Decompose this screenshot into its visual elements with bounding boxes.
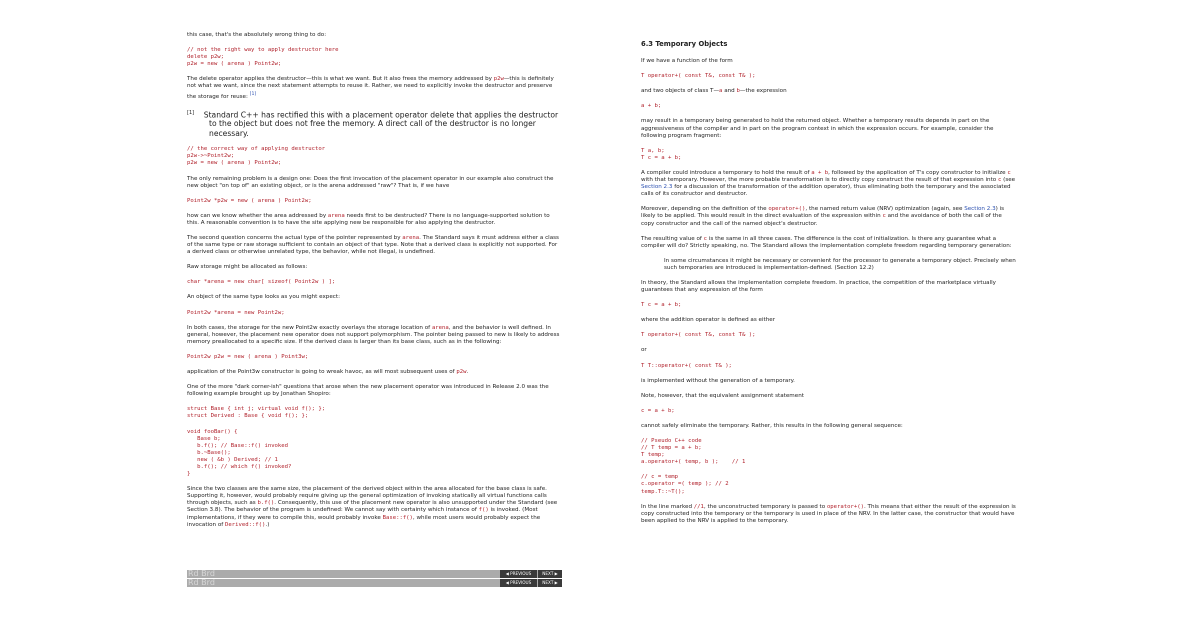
- paragraph: [187, 235, 562, 256]
- left-column: [187, 32, 562, 537]
- footnote-text: Standard C++ has rectified this with a placement operator delete that applies the destructor to the object but does not free the memory. A direct call of the destructor is no longer necessary.: [203, 110, 559, 138]
- nav-faint-text: Rd Brd: [188, 569, 215, 578]
- previous-button[interactable]: [500, 570, 537, 578]
- paragraph: [641, 236, 1016, 250]
- next-button[interactable]: [538, 570, 562, 578]
- text: and the avoidance of both the call of the copy constructor and the call of the named object's destructor.: [641, 213, 1002, 227]
- paragraph: [187, 325, 562, 346]
- paragraph: [187, 76, 562, 100]
- text: . This means that either the result of the expression is copy constructed into the temporary or the temporary is used in place of the NRV. In the latter case, the constructor that would have been applied to the NRV is applied to the temporary.: [641, 503, 1016, 524]
- paragraph: cannot safely eliminate the temporary. Rather, this results in the following general sequence:: [641, 422, 903, 429]
- previous-label: PREVIOUS: [510, 571, 532, 576]
- paragraph: [187, 213, 562, 227]
- paragraph: In theory, the Standard allows the implementation complete freedom. In practice, the competition of the marketplace virtually guarantees that any expression of the form: [641, 279, 996, 294]
- code-block: T c = a + b;: [641, 302, 682, 309]
- code-block: c = a + b;: [641, 407, 675, 414]
- paragraph: [641, 504, 1016, 525]
- next-label: NEXT: [542, 571, 554, 576]
- inline-code: arena: [431, 324, 449, 331]
- paragraph: The only remaining problem is a design one: Does the first invocation of the placement operator in our example also construct the new object "on top of" an existing object, or is the arena addressed "raw"? That is, if we have: [187, 175, 554, 189]
- code-block: T T::operator+( const T& );: [641, 362, 732, 369]
- code-block: void fooBar() { Base b; b.f(); // Base::f() invoked b.~Base(); new ( &b ) Derived; // 1 b.f(); // which f() invoked? }: [187, 428, 292, 478]
- paragraph: [641, 88, 1016, 95]
- nav-bar: [187, 570, 562, 578]
- next-button[interactable]: [538, 579, 562, 587]
- code-block: T operator+( const T&, const T& );: [641, 73, 756, 80]
- inline-code: //1: [693, 503, 704, 510]
- text: Moreover, depending on the definition of the: [641, 206, 769, 213]
- code-block: Point2w *p2w = new ( arena ) Point2w;: [187, 197, 312, 204]
- paragraph: One of the more "dark corner-ish" questions that arose when the new placement operator was introduced in Release 2.0 was the following example brought up by Jonathan Shopiro:: [187, 384, 549, 398]
- text: The delete operator applies the destructor—this is what we want. But it also frees the memory addressed by: [187, 76, 494, 83]
- paragraph: [187, 486, 562, 529]
- inline-code: a + b: [811, 169, 829, 176]
- text: , while most users would probably expect the invocation of: [187, 514, 541, 528]
- code-block: T a, b; T c = a + b;: [641, 147, 682, 161]
- text: In the line marked: [641, 503, 694, 510]
- inline-code: arena: [327, 212, 345, 219]
- previous-button[interactable]: [500, 579, 537, 587]
- right-triangle-icon: ▶: [553, 571, 558, 576]
- text: (see: [1001, 177, 1016, 184]
- paragraph: this case, that's the absolutely wrong thing to do:: [187, 32, 327, 38]
- inline-code: c: [997, 177, 1002, 184]
- inline-code: c: [703, 235, 708, 242]
- text: and: [722, 88, 737, 95]
- next-label: NEXT: [542, 580, 554, 585]
- footnote-link[interactable]: [1]: [249, 91, 257, 97]
- inline-code: p2w: [456, 369, 467, 376]
- inline-code: operator+(): [826, 503, 864, 510]
- code-block: struct Base { int j; virtual void f(); }; struct Derived : Base { void f(); };: [187, 406, 326, 420]
- left-triangle-icon: ◀: [505, 580, 511, 585]
- inline-code: c: [1007, 169, 1011, 176]
- inline-code: p2w: [493, 76, 504, 83]
- inline-code: operator+(): [768, 206, 806, 213]
- nav-faint-text: Rd Brd: [188, 578, 215, 587]
- section-heading: 6.3 Temporary Objects: [641, 40, 728, 48]
- code-block: // c = temp c.operator =( temp ); // 2 temp.T::~T();: [641, 474, 729, 495]
- code-block: // the correct way of applying destructor p2w->~Point2w; p2w = new ( arena ) Point2w;: [187, 146, 326, 167]
- right-triangle-icon: ▶: [553, 580, 558, 585]
- text: .): [265, 521, 270, 528]
- code-block: Point2w *arena = new Point2w;: [187, 309, 285, 316]
- paragraph: [641, 206, 1016, 227]
- paragraph: An object of the same type looks as you might expect:: [187, 294, 340, 301]
- text: how can we know whether the area addressed by: [187, 212, 328, 219]
- inline-code: b.f(): [257, 500, 275, 507]
- text: is the same in all three cases. The difference is the cost of initialization. Is there any guarantee what a compiler will do? Strictly speaking, no. The Standard allows the implementation complete freedom regarding temporary generation:: [641, 235, 1012, 249]
- code-block: // Pseudo C++ code // T temp = a + b; T temp; a.operator+( temp, b ); // 1: [641, 438, 746, 466]
- nav-bar: [187, 579, 562, 587]
- paragraph: may result in a temporary being generated to hold the returned object. Whether a temporary results depends in part on the aggressiveness of the compiler and in part on the program context in which the expression occurs. For example, consider the following program fragment:: [641, 118, 994, 139]
- section-link[interactable]: Section 2.3: [964, 206, 996, 213]
- paragraph: [187, 369, 562, 376]
- code-block: // not the right way to apply destructor here delete p2w; p2w = new ( arena ) Point2w;: [187, 47, 339, 68]
- text: Since the two classes are the same size, the placement of the derived object within the area allocated for the base class is safe. Supporting it, however, would probably require giving up the general optimization of invoking statically all virtual functions calls through objects, such as: [187, 486, 547, 507]
- code-block: a + b;: [641, 103, 662, 110]
- text: , the named return value (NRV) optimization (again, see: [805, 206, 965, 213]
- paragraph: is implemented without the generation of a temporary.: [641, 377, 795, 384]
- paragraph: If we have a function of the form: [641, 58, 733, 65]
- text: , the unconstructed temporary is passed to: [703, 503, 827, 510]
- text: ) is likely to be applied. This would result in the direct evaluation of the expression within: [641, 206, 1005, 220]
- footnote-mark: [1]: [187, 109, 195, 116]
- section-link[interactable]: Section 2.3: [641, 184, 673, 191]
- paragraph: Note, however, that the equivalent assignment statement: [641, 392, 804, 399]
- text: needs first to be destructed? There is no language-supported solution to this. A reasonable convention is to have the site applying new be responsible for also applying the destructor.: [187, 212, 550, 226]
- text: , and the behavior is well defined. In general, however, the placement new operator does not support polymorphism. The pointer being passed to new is likely to address memory preallocated to a specific size. If the derived class is larger than its base class, such as in the following:: [187, 324, 560, 345]
- text: , followed by the application of T's copy constructor to initialize: [828, 169, 1008, 176]
- block-quote: In some circumstances it might be necessary or convenient for the processor to generate a temporary object. Precisely when such temporaries are introduced is implementation-defined. (Section 12.2): [664, 257, 1016, 271]
- footnote: [187, 109, 562, 139]
- inline-code: arena: [402, 235, 420, 242]
- right-column: [641, 41, 1016, 533]
- text: . The Standard says it must address either a class of the same type or raw storage sufficient to contain an object of that type. Note that a derived class is explicitly not supported. For a derived class or otherwise unrelated type, the behavior, while not illegal, is undefined.: [187, 235, 559, 256]
- inline-code: f(): [478, 507, 489, 514]
- text: In both cases, the storage for the new Point2w exactly overlays the storage location of: [187, 324, 432, 331]
- previous-label: PREVIOUS: [510, 580, 532, 585]
- text: —this is definitely not what we want, since the next statement attempts to reuse it. Rather, we need to explicitly invoke the destructor and preserve the storage for reuse:: [187, 76, 554, 100]
- text: A compiler could introduce a temporary to hold the result of: [641, 169, 812, 176]
- left-triangle-icon: ◀: [505, 571, 511, 576]
- paragraph: [641, 170, 1016, 198]
- text: —the expression: [739, 88, 787, 95]
- code-block: T operator+( const T&, const T& );: [641, 332, 756, 339]
- inline-code: b: [736, 88, 740, 95]
- text: for a discussion of the transformation of the addition operator), thus eliminating both the temporary and the associated calls of its constructor and destructor.: [641, 184, 1011, 198]
- paragraph: Raw storage might be allocated as follows:: [187, 264, 308, 271]
- text: application of the Point3w constructor is going to wreak havoc, as will most subsequent uses of: [187, 369, 457, 376]
- code-block: Point2w p2w = new ( arena ) Point3w;: [187, 353, 309, 360]
- text: with that temporary. However, the more probable transformation is to directly copy construct the result of that expression into: [641, 177, 998, 184]
- paragraph: where the addition operator is defined as either: [641, 317, 776, 324]
- inline-code: Derived::f(): [225, 521, 266, 528]
- paragraph: or: [641, 347, 647, 354]
- text: The resulting value of: [641, 235, 704, 242]
- text: . Consequently, this use of the placement new operator is also unsupported under the Standard (see Section 3.8). The behavior of the program is undefined: We cannot say with certainty which instance of: [187, 500, 558, 514]
- code-block: char *arena = new char[ sizeof( Point2w ) ];: [187, 279, 336, 286]
- text: is invoked. (Most implementations, if they were to compile this, would probably invoke: [187, 507, 538, 521]
- inline-code: Base::f(): [382, 514, 413, 521]
- text: The second question concerns the actual type of the pointer represented by: [187, 235, 403, 242]
- inline-code: c: [882, 213, 886, 220]
- text: and two objects of class T—: [641, 88, 720, 95]
- inline-code: a: [719, 88, 723, 95]
- text: .: [466, 369, 469, 376]
